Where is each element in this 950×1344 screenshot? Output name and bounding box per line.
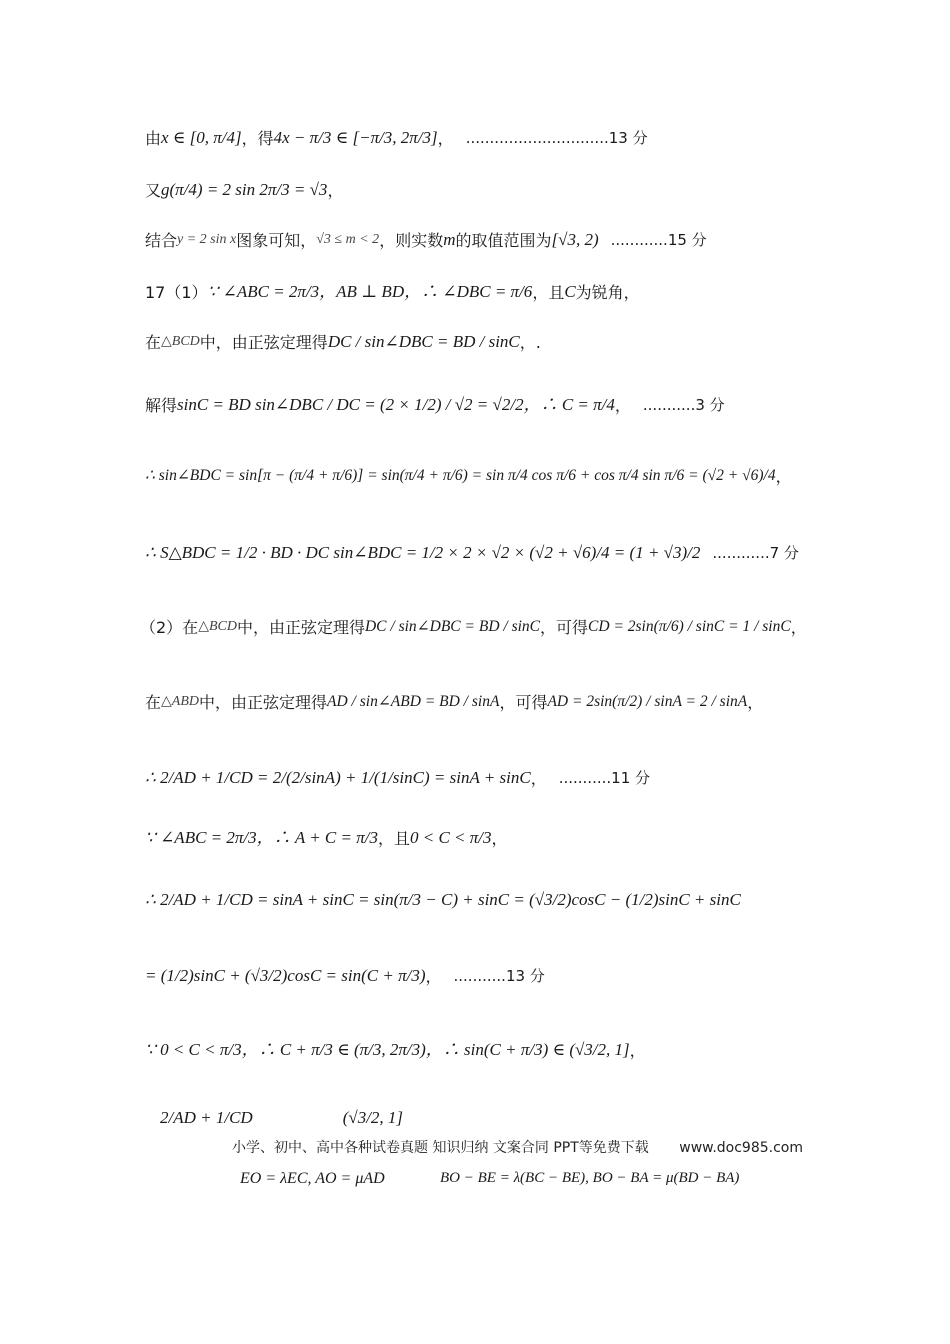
solution-line-13 [145,890,870,910]
footer-url: www.doc985.com [679,1140,803,1156]
math: ∴ S△BDC = 1/2 · BD · DC sin∠BDC = 1/2 × 2 × √2 × (√2 + √6)/4 = (1 + √3)/2 [145,543,701,562]
math: △BCD [198,619,237,635]
math: DC / sin∠DBC = BD / sinC [327,332,520,351]
text: ， [425,966,442,986]
solution-line-6 [145,395,870,415]
text: 中，由正弦定理得 [199,693,328,712]
text: 由 [145,128,162,148]
solution-line-7 [145,467,870,486]
math: C [564,282,576,301]
math: △ABD [161,694,199,710]
math: 0 < C < π/3 [410,828,492,847]
math: ∴ 2/AD + 1/CD = sinA + sinC = sin(π/3 − C) + sinC = (√3/2)cosC − (1/2)sinC + sinC [145,890,741,909]
text: ，得 [241,128,274,148]
math: CD = 2sin(π/6) / sinC = 1 / sinC [588,618,791,636]
solution-line-12 [145,828,870,848]
solution-line-11 [145,768,870,788]
score-mark: ............15 分 [610,231,707,250]
footer-text: 小学、初中、高中各种试卷真题 知识归纳 文案合同 PPT等免费下载 [232,1140,649,1156]
text: ， [775,467,792,486]
text: ，则实数 [379,230,444,250]
footer-math-left: EO = λEC, AO = μAD [240,1170,385,1187]
solution-line-3 [145,230,870,250]
math: AD / sin∠ABD = BD / sinA [327,693,500,711]
score-mark: ...........13 分 [453,967,545,986]
solution-line-4 [145,282,870,302]
math: x ∈ [0, π/4] [161,128,242,147]
solution-line-8 [145,543,870,563]
text: 解得 [145,395,178,415]
solution-line-16 [160,1108,870,1128]
solution-line-5 [145,332,870,352]
footer-math-right: BO − BE = λ(BC − BE), BO − BA = μ(BD − BA) [440,1170,740,1186]
solution-line-9 [140,618,870,637]
text: 在 [145,693,162,712]
score-mark: ............7 分 [712,544,799,563]
text: 结合 [145,230,178,250]
score-mark: ..............................13 分 [465,129,648,148]
math: AD = 2sin(π/2) / sinA = 2 / sinA [547,693,748,711]
text: ，. [519,332,541,352]
solution-line-10 [145,693,870,712]
math: sinC = BD sin∠DBC / DC = (2 × 1/2) / √2 = √2/2，∴ C = π/4 [177,395,615,414]
math: y = 2 sin x [177,231,237,247]
text: 为锐角， [575,282,640,302]
math: ∴ 2/AD + 1/CD = 2/(2/sinA) + 1/(1/sinC) = sinA + sinC [145,768,531,787]
text: （2）在 [140,618,199,637]
text: 又 [145,180,162,200]
text: ， [327,180,344,200]
text: 在 [145,332,162,352]
solution-line-2 [145,180,870,200]
text: 中，由正弦定理得 [199,332,328,352]
math: ∵ 0 < C < π/3，∴ C + π/3 ∈ (π/3, 2π/3)，∴ sin(C + π/3) ∈ (√3/2, 1] [145,1040,630,1059]
math: 4x − π/3 ∈ [−π/3, 2π/3] [273,128,438,147]
text: 中，由正弦定理得 [236,618,365,637]
math: 2/AD + 1/CD [160,1108,253,1127]
math: ∵ ∠ABC = 2π/3，∴ A + C = π/3 [145,828,378,847]
math: ∵ ∠ABC = 2π/3，AB ⊥ BD，∴ ∠DBC = π/6 [207,282,533,301]
math: (√3/2, 1] [342,1108,404,1127]
math: [√3, 2) [551,230,599,249]
text: ， [747,693,764,712]
score-mark: ...........3 分 [642,396,725,415]
text: ，可得 [499,693,548,712]
text: ，且 [532,282,565,302]
text: ，且 [377,828,410,848]
footer-watermark [232,1137,803,1157]
text: ， [530,768,547,788]
math: = (1/2)sinC + (√3/2)cosC = sin(C + π/3) [145,966,426,985]
solution-line-1 [145,128,870,148]
math: ∴ sin∠BDC = sin[π − (π/4 + π/6)] = sin(π/4 + π/6) = sin π/4 cos π/6 + cos π/4 sin π/6 = (√2 + √6)/4 [145,467,776,485]
math: △BCD [161,333,200,349]
solution-line-15 [145,1040,870,1060]
text: ， [614,395,631,415]
text: ，可得 [540,618,589,637]
math: √3 ≤ m < 2 [316,231,380,247]
text: 图象可知， [236,230,317,250]
score-mark: ...........11 分 [558,769,651,788]
math: m [443,230,456,249]
solution-line-14 [145,966,870,986]
math: DC / sin∠DBC = BD / sinC [364,618,541,636]
text: ， [437,128,454,148]
text: ， [629,1040,646,1060]
question-number: 17（1） [145,282,208,302]
text: 的取值范围为 [455,230,552,250]
math: g(π/4) = 2 sin 2π/3 = √3 [161,180,328,199]
text: ， [491,828,508,848]
text: ， [790,618,807,637]
